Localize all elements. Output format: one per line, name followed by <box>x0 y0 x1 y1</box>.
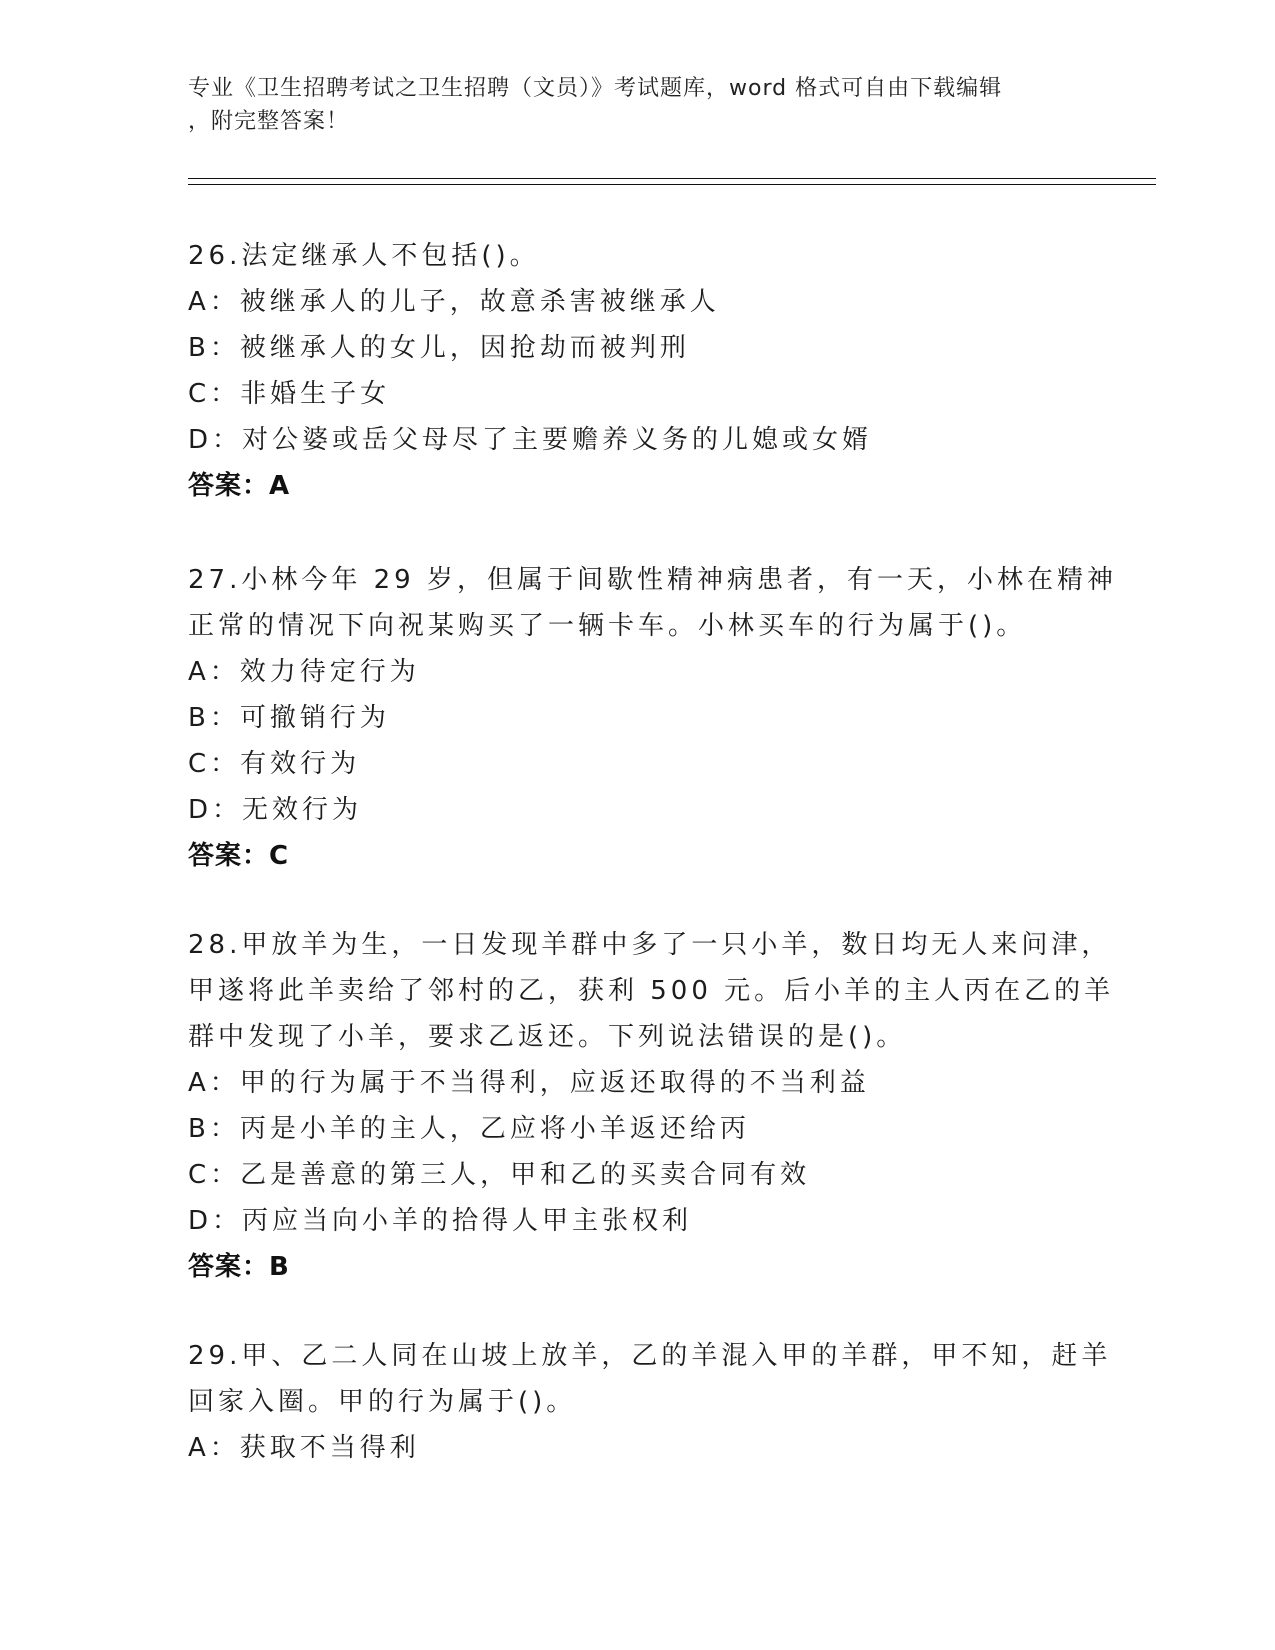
question-stem-line-2: 甲遂将此羊卖给了邻村的乙，获利 500 元。后小羊的主人丙在乙的羊 <box>188 976 1115 1006</box>
question-stem: 26.法定继承人不包括()。 <box>188 241 540 271</box>
option-d: D：对公婆或岳父母尽了主要赡养义务的儿媳或女婿 <box>188 425 873 455</box>
question-27 <box>188 557 1117 879</box>
question-stem-line-2: 回家入圈。甲的行为属于()。 <box>188 1387 577 1417</box>
answer: 答案：C <box>188 841 290 871</box>
header-line-1: 专业《卫生招聘考试之卫生招聘（文员）》考试题库，word 格式可自由下载编辑 <box>188 76 1003 101</box>
header-divider-top <box>188 178 1156 179</box>
option-d: D：丙应当向小羊的拾得人甲主张权利 <box>188 1206 693 1236</box>
question-stem-line-3: 群中发现了小羊，要求乙返还。下列说法错误的是()。 <box>188 1022 907 1052</box>
option-a: A：效力待定行为 <box>188 657 420 687</box>
option-a: A：甲的行为属于不当得利，应返还取得的不当利益 <box>188 1068 870 1098</box>
answer: 答案：A <box>188 471 291 501</box>
option-b: B：可撤销行为 <box>188 703 390 733</box>
option-c: C：乙是善意的第三人，甲和乙的买卖合同有效 <box>188 1160 811 1190</box>
question-26 <box>188 233 1088 509</box>
option-c: C：有效行为 <box>188 749 361 779</box>
document-header <box>188 72 1068 138</box>
question-stem-line-2: 正常的情况下向祝某购买了一辆卡车。小林买车的行为属于()。 <box>188 611 1027 641</box>
option-a: A：被继承人的儿子，故意杀害被继承人 <box>188 287 720 317</box>
header-divider-bottom <box>188 184 1156 185</box>
answer: 答案：B <box>188 1252 290 1282</box>
question-28 <box>188 922 1115 1290</box>
option-d: D：无效行为 <box>188 795 363 825</box>
option-b: B：丙是小羊的主人，乙应将小羊返还给丙 <box>188 1114 750 1144</box>
question-29 <box>188 1333 1112 1471</box>
question-stem-line-1: 28.甲放羊为生，一日发现羊群中多了一只小羊，数日均无人来问津， <box>188 930 1112 960</box>
option-a: A：获取不当得利 <box>188 1433 420 1463</box>
question-stem-line-1: 29.甲、乙二人同在山坡上放羊，乙的羊混入甲的羊群，甲不知，赶羊 <box>188 1341 1112 1371</box>
header-line-2: ，附完整答案！ <box>188 109 350 134</box>
question-stem-line-1: 27.小林今年 29 岁，但属于间歇性精神病患者，有一天，小林在精神 <box>188 565 1117 595</box>
option-c: C：非婚生子女 <box>188 379 391 409</box>
option-b: B：被继承人的女儿，因抢劫而被判刑 <box>188 333 690 363</box>
